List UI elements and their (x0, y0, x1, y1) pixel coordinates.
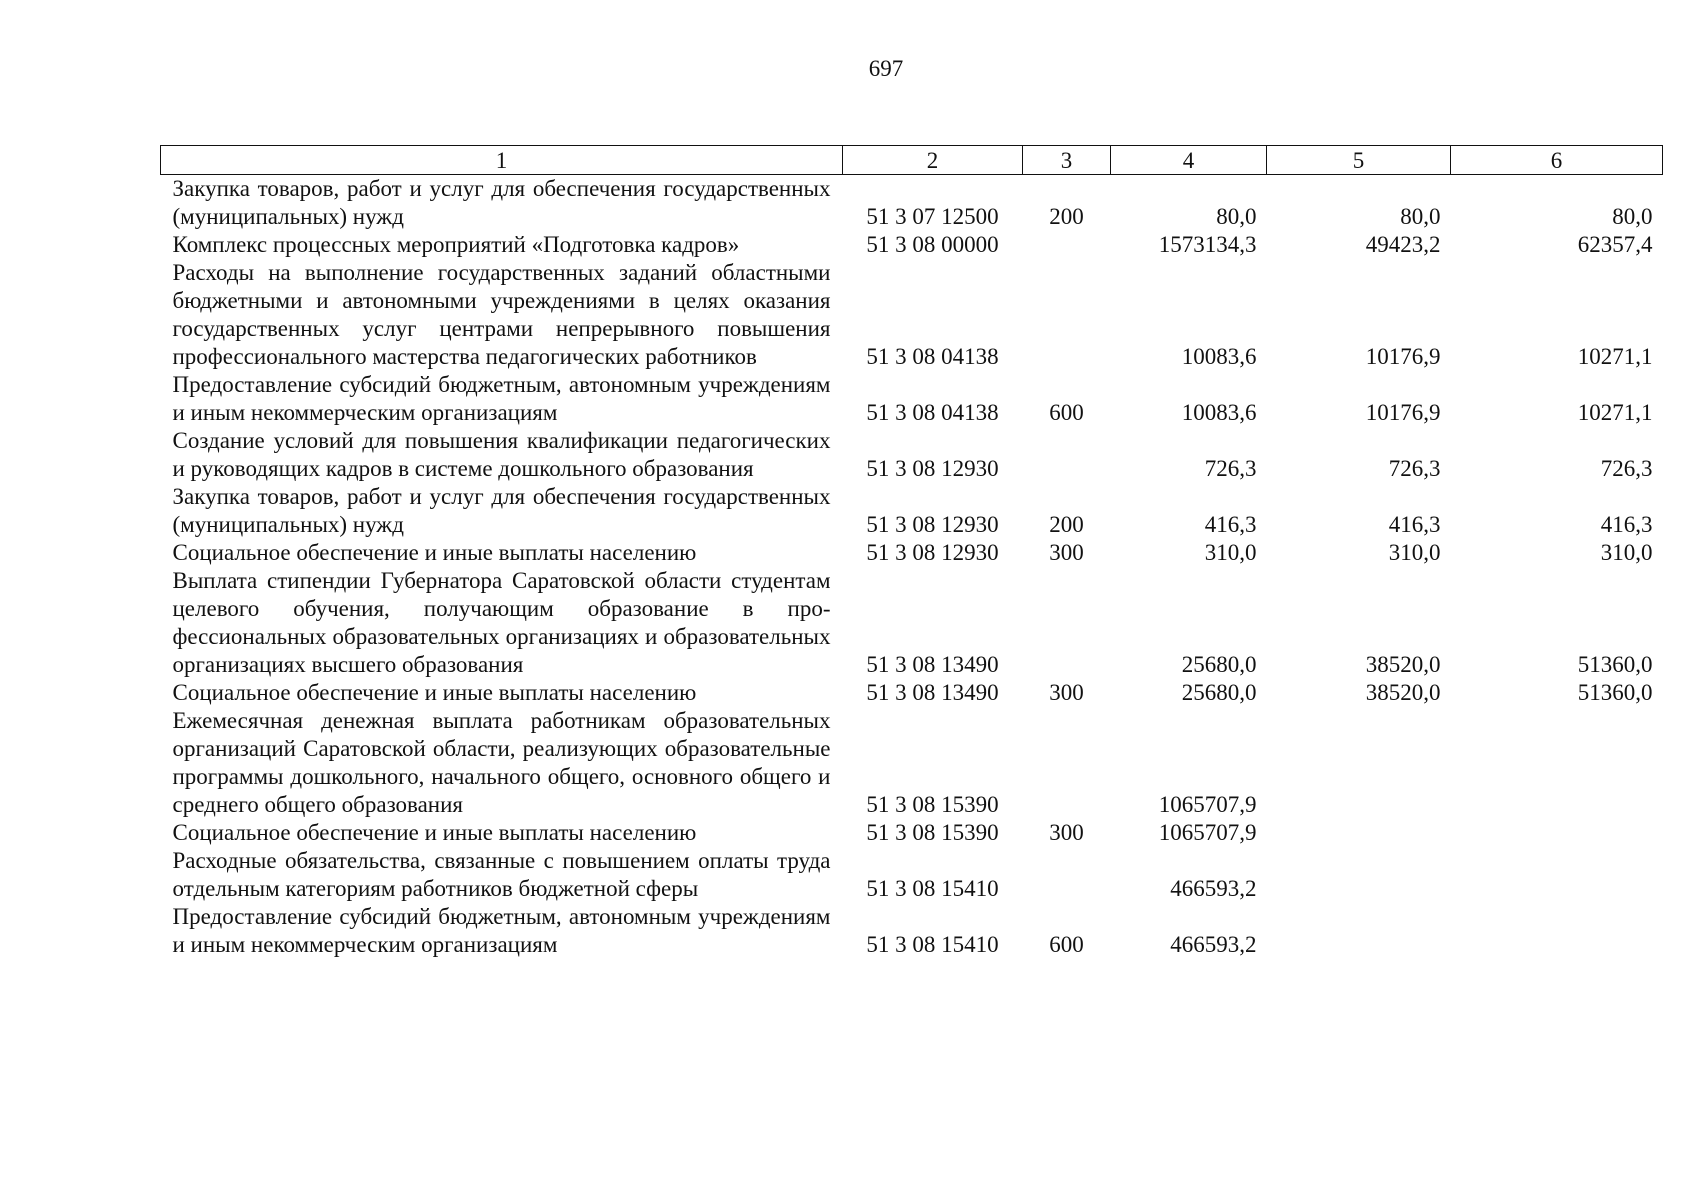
expense-type (1023, 567, 1111, 679)
value-2: 80,0 (1400, 204, 1441, 229)
table-header (161, 146, 1663, 175)
expense-type (1023, 259, 1111, 371)
value-2 (1267, 847, 1451, 903)
row-name: Ежемесячная денежная выплата работникам образовательных организаций Саратовской области, реализующих образовательные программы дошкольного, начального общего, основного общего и среднего общего образования (172, 708, 831, 817)
target-code: 51 3 07 12500 (866, 204, 999, 229)
expense-type: 300 (1049, 680, 1084, 705)
row-name: Предоставление субсидий бюджетным, автономным учреждениям и иным некоммерческим организациям (172, 372, 831, 425)
table-body (161, 175, 1663, 960)
value-3 (1451, 707, 1663, 819)
expense-type: 200 (1049, 204, 1084, 229)
row-name: Закупка товаров, работ и услуг для обеспечения государственных (муниципальных) нужд (172, 484, 831, 537)
expense-type: 600 (1049, 400, 1084, 425)
column-header-1: 1 (161, 146, 843, 175)
table-row (161, 819, 1663, 847)
value-1: 310,0 (1204, 540, 1257, 565)
value-1: 1573134,3 (1158, 232, 1257, 257)
value-2: 726,3 (1388, 456, 1441, 481)
value-1: 10083,6 (1181, 400, 1257, 425)
value-3 (1451, 819, 1663, 847)
value-2: 416,3 (1388, 512, 1441, 537)
row-name: Комплекс процессных мероприятий «Подготовка кадров» (172, 232, 740, 257)
value-1: 1065707,9 (1158, 792, 1257, 817)
column-header-2: 2 (843, 146, 1023, 175)
value-2: 10176,9 (1365, 344, 1441, 369)
row-name: Создание условий для повышения квалификации педагогических и руководящих кадров в системе дошкольного образования (172, 428, 831, 481)
value-3: 80,0 (1612, 204, 1653, 229)
row-name: Расходы на выполнение государственных заданий областными бюджетными и автономными учреждениями в целях оказания государственных услуг центрами непрерывного повышения профессионального мастерства педагогических работников (172, 260, 831, 369)
value-1: 25680,0 (1181, 680, 1257, 705)
row-name: Социальное обеспечение и иные выплаты населению (172, 820, 697, 845)
table-row (161, 847, 1663, 903)
target-code: 51 3 08 12930 (866, 456, 999, 481)
value-3: 62357,4 (1577, 232, 1653, 257)
value-2 (1267, 819, 1451, 847)
expense-type: 600 (1049, 932, 1084, 957)
row-name: Закупка товаров, работ и услуг для обеспечения государственных (муниципальных) нужд (172, 176, 831, 229)
expense-type (1023, 231, 1111, 259)
table-row (161, 903, 1663, 959)
value-1: 25680,0 (1181, 652, 1257, 677)
target-code: 51 3 08 04138 (866, 400, 999, 425)
expense-type: 300 (1049, 820, 1084, 845)
expense-type (1023, 847, 1111, 903)
value-2: 38520,0 (1365, 680, 1441, 705)
value-1: 466593,2 (1170, 932, 1257, 957)
table-row (161, 679, 1663, 707)
value-2: 49423,2 (1365, 232, 1441, 257)
table-row (161, 539, 1663, 567)
target-code: 51 3 08 15410 (866, 876, 999, 901)
expense-type (1023, 427, 1111, 483)
target-code: 51 3 08 13490 (866, 652, 999, 677)
table-row (161, 259, 1663, 371)
value-1: 416,3 (1204, 512, 1257, 537)
value-2 (1267, 707, 1451, 819)
value-3: 10271,1 (1577, 344, 1653, 369)
value-3: 310,0 (1600, 540, 1653, 565)
value-3: 416,3 (1600, 512, 1653, 537)
table-row (161, 371, 1663, 427)
value-2 (1267, 903, 1451, 959)
row-name: Социальное обеспечение и иные выплаты населению (172, 680, 697, 705)
row-name: Выплата стипендии Губернатора Саратовской области студентам целевого обучения, получающим образование в профессиональных образовательных организациях и образовательных организациях высшего образования (172, 568, 831, 677)
target-code: 51 3 08 04138 (866, 344, 999, 369)
table-row (161, 175, 1663, 232)
row-name: Предоставление субсидий бюджетным, автономным учреждениям и иным некоммерческим организациям (172, 904, 831, 957)
table-row (161, 427, 1663, 483)
table-row (161, 483, 1663, 539)
value-3: 51360,0 (1577, 680, 1653, 705)
value-2: 310,0 (1388, 540, 1441, 565)
column-header-3: 3 (1023, 146, 1111, 175)
expense-type: 300 (1049, 540, 1084, 565)
value-3: 10271,1 (1577, 400, 1653, 425)
value-3: 51360,0 (1577, 652, 1653, 677)
table-row (161, 707, 1663, 819)
value-1: 10083,6 (1181, 344, 1257, 369)
expense-type (1023, 707, 1111, 819)
target-code: 51 3 08 15410 (866, 932, 999, 957)
column-header-4: 4 (1111, 146, 1267, 175)
header-row (161, 146, 1663, 175)
value-2: 10176,9 (1365, 400, 1441, 425)
value-1: 80,0 (1216, 204, 1257, 229)
value-1: 466593,2 (1170, 876, 1257, 901)
column-header-6: 6 (1451, 146, 1663, 175)
value-3: 726,3 (1600, 456, 1653, 481)
target-code: 51 3 08 00000 (866, 232, 999, 257)
value-3 (1451, 847, 1663, 903)
target-code: 51 3 08 13490 (866, 680, 999, 705)
table-row (161, 231, 1663, 259)
value-3 (1451, 903, 1663, 959)
value-2: 38520,0 (1365, 652, 1441, 677)
value-1: 726,3 (1204, 456, 1257, 481)
page-number: 697 (868, 56, 904, 81)
target-code: 51 3 08 12930 (866, 512, 999, 537)
row-name: Расходные обязательства, связанные с повышением оплаты труда отдельным категориям работников бюджетной сферы (172, 848, 831, 901)
target-code: 51 3 08 15390 (866, 820, 999, 845)
row-name: Социальное обеспечение и иные выплаты населению (172, 540, 697, 565)
target-code: 51 3 08 12930 (866, 540, 999, 565)
table-row (161, 567, 1663, 679)
column-header-5: 5 (1267, 146, 1451, 175)
expense-type: 200 (1049, 512, 1084, 537)
value-1: 1065707,9 (1158, 820, 1257, 845)
budget-table (160, 145, 1663, 959)
target-code: 51 3 08 15390 (866, 792, 999, 817)
